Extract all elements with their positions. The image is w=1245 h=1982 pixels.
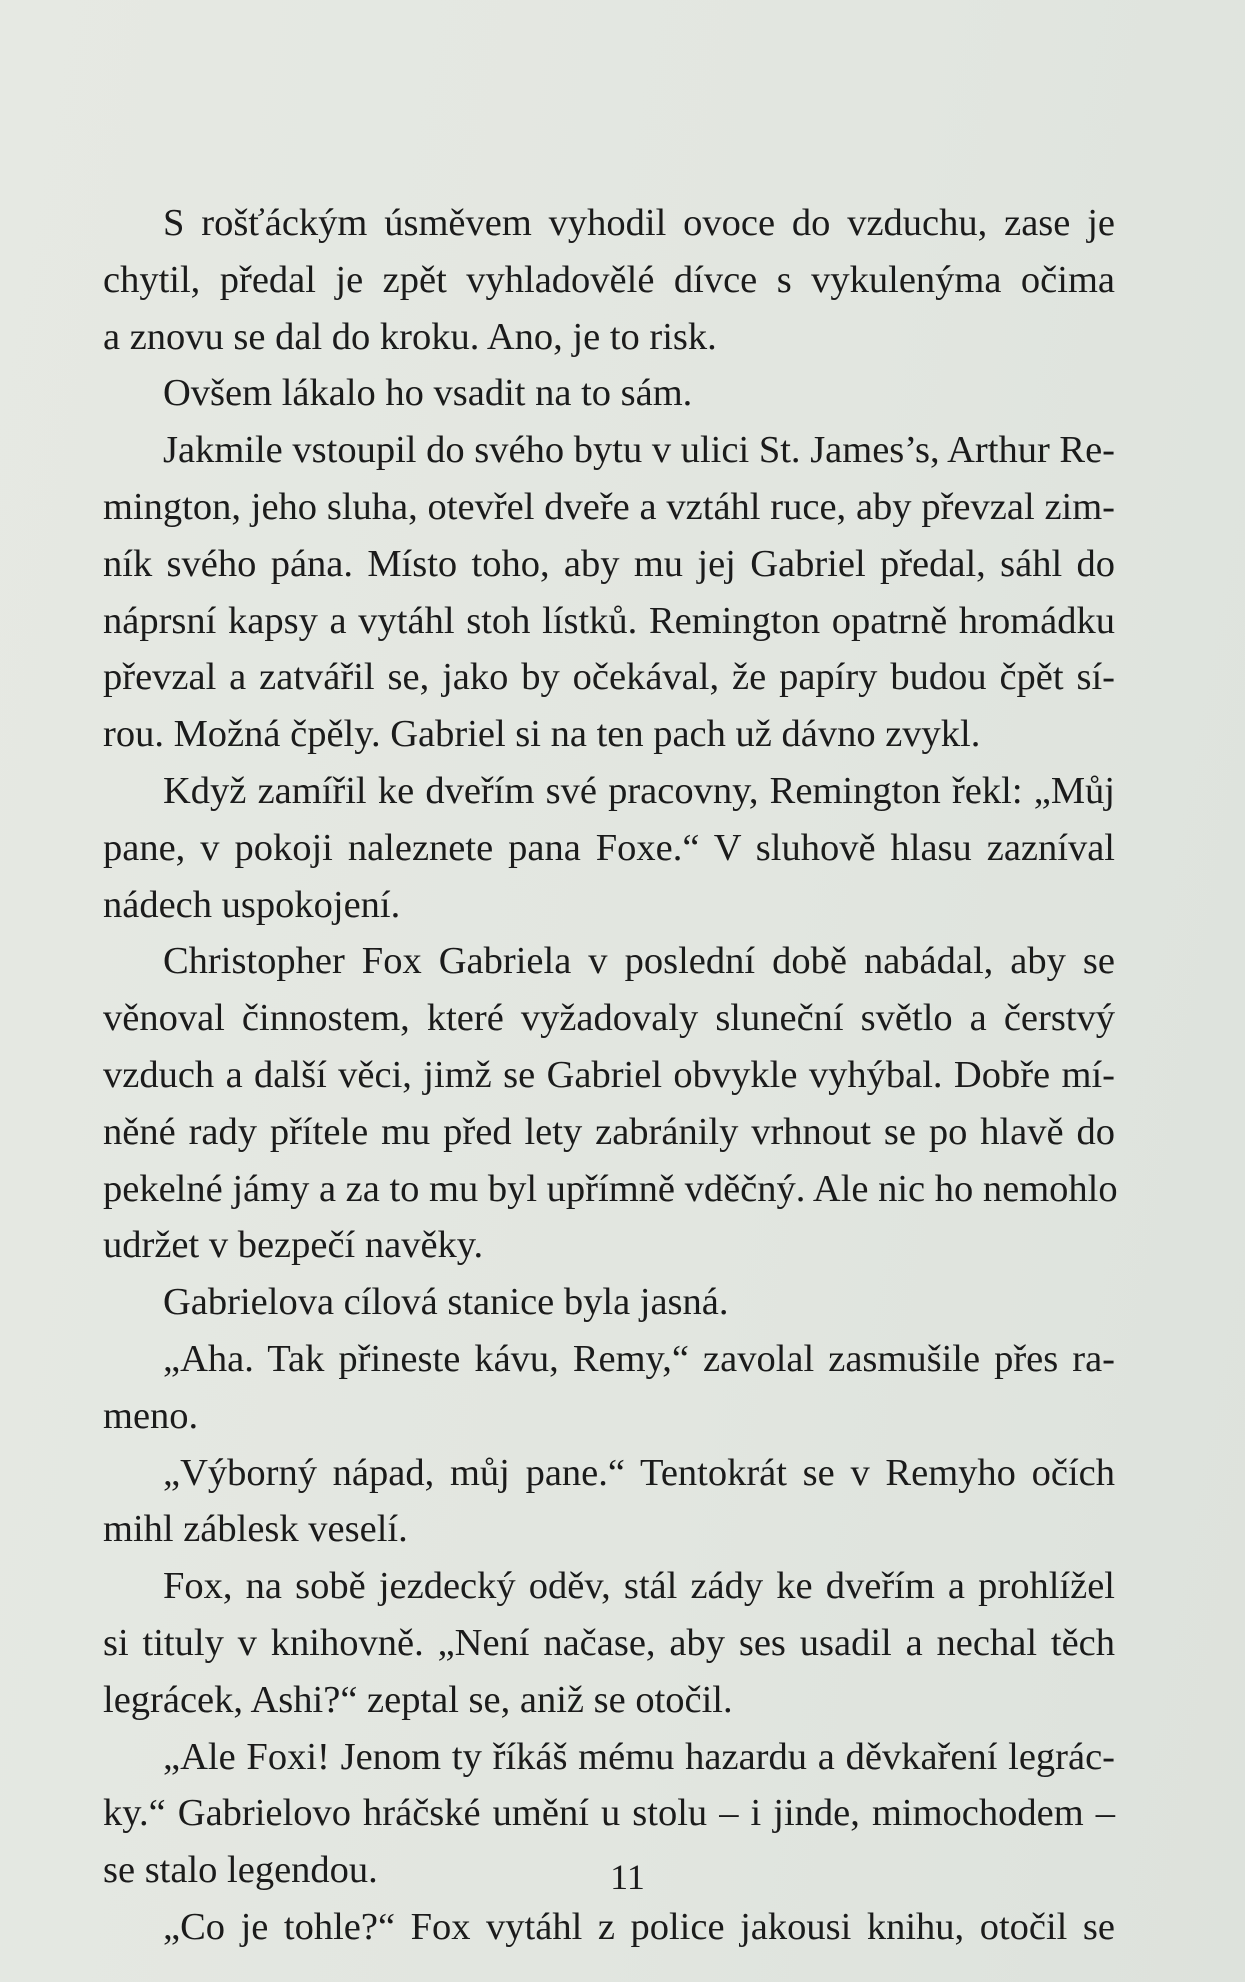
text-line: chytil, předal je zpět vyhladovělé dívce s vykulenýma očima — [103, 258, 1115, 301]
text-line: rou. Možná čpěly. Gabriel si na ten pach už dávno zvykl. — [103, 713, 981, 756]
text-line: převzal a zatvářil se, jako by očekával, že papíry budou čpět sí- — [103, 656, 1115, 699]
text-line: mington, jeho sluha, otevřel dveře a vztáhl ruce, aby převzal zim- — [103, 485, 1115, 528]
text-line: a znovu se dal do kroku. Ano, je to risk. — [103, 315, 717, 358]
text-line: ky.“ Gabrielovo hráčské umění u stolu – i jinde, mimochodem – — [103, 1792, 1115, 1835]
text-line: Když zamířil ke dveřím své pracovny, Remington řekl: „Můj — [163, 769, 1115, 812]
text-line: „Co je tohle?“ Fox vytáhl z police jakousi knihu, otočil se — [163, 1905, 1115, 1948]
text-line: vzduch a další věci, jimž se Gabriel obvykle vyhýbal. Dobře mí- — [103, 1053, 1115, 1096]
text-line: meno. — [103, 1394, 199, 1437]
text-line: si tituly v knihovně. „Není načase, aby ses usadil a nechal těch — [103, 1621, 1115, 1664]
text-line: „Aha. Tak přineste kávu, Remy,“ zavolal zasmušile přes ra- — [163, 1337, 1115, 1380]
text-line: „Ale Foxi! Jenom ty říkáš mému hazardu a děvkaření legrác- — [163, 1735, 1115, 1778]
body-text — [103, 195, 1118, 1956]
text-line: Gabrielova cílová stanice byla jasná. — [163, 1281, 729, 1324]
text-line: udržet v bezpečí navěky. — [103, 1224, 484, 1267]
text-line: věnoval činnostem, které vyžadovaly sluneční světlo a čerstvý — [103, 997, 1115, 1040]
text-line: něné rady přítele mu před lety zabránily vrhnout se po hlavě do — [103, 1110, 1115, 1153]
text-line: pane, v pokoji naleznete pana Foxe.“ V sluhově hlasu zazníval — [103, 826, 1115, 869]
text-line: legrácek, Ashi?“ zeptal se, aniž se otočil. — [103, 1678, 733, 1721]
text-line: „Výborný nápad, můj pane.“ Tentokrát se v Remyho očích — [163, 1451, 1115, 1494]
text-line: mihl záblesk veselí. — [103, 1508, 408, 1551]
text-line: se stalo legendou. — [103, 1849, 378, 1892]
page-number: 11 — [610, 1857, 645, 1897]
text-line: nádech uspokojení. — [103, 883, 401, 926]
text-line: Christopher Fox Gabriela v poslední době nabádal, aby se — [163, 940, 1115, 983]
text-line: Jakmile vstoupil do svého bytu v ulici St. James’s, Arthur Re- — [163, 429, 1115, 472]
text-line: Fox, na sobě jezdecký oděv, stál zády ke dveřím a prohlížel — [163, 1565, 1115, 1608]
text-line: S rošťáckým úsměvem vyhodil ovoce do vzduchu, zase je — [163, 202, 1115, 244]
text-line: ník svého pána. Místo toho, aby mu jej Gabriel předal, sáhl do — [103, 542, 1115, 585]
text-line: Ovšem lákalo ho vsadit na to sám. — [163, 372, 693, 415]
text-line: náprsní kapsy a vytáhl stoh lístků. Remington opatrně hromádku — [103, 599, 1115, 642]
text-line: pekelné jámy a za to mu byl upřímně vděčný. Ale nic ho nemohlo — [103, 1167, 1118, 1210]
